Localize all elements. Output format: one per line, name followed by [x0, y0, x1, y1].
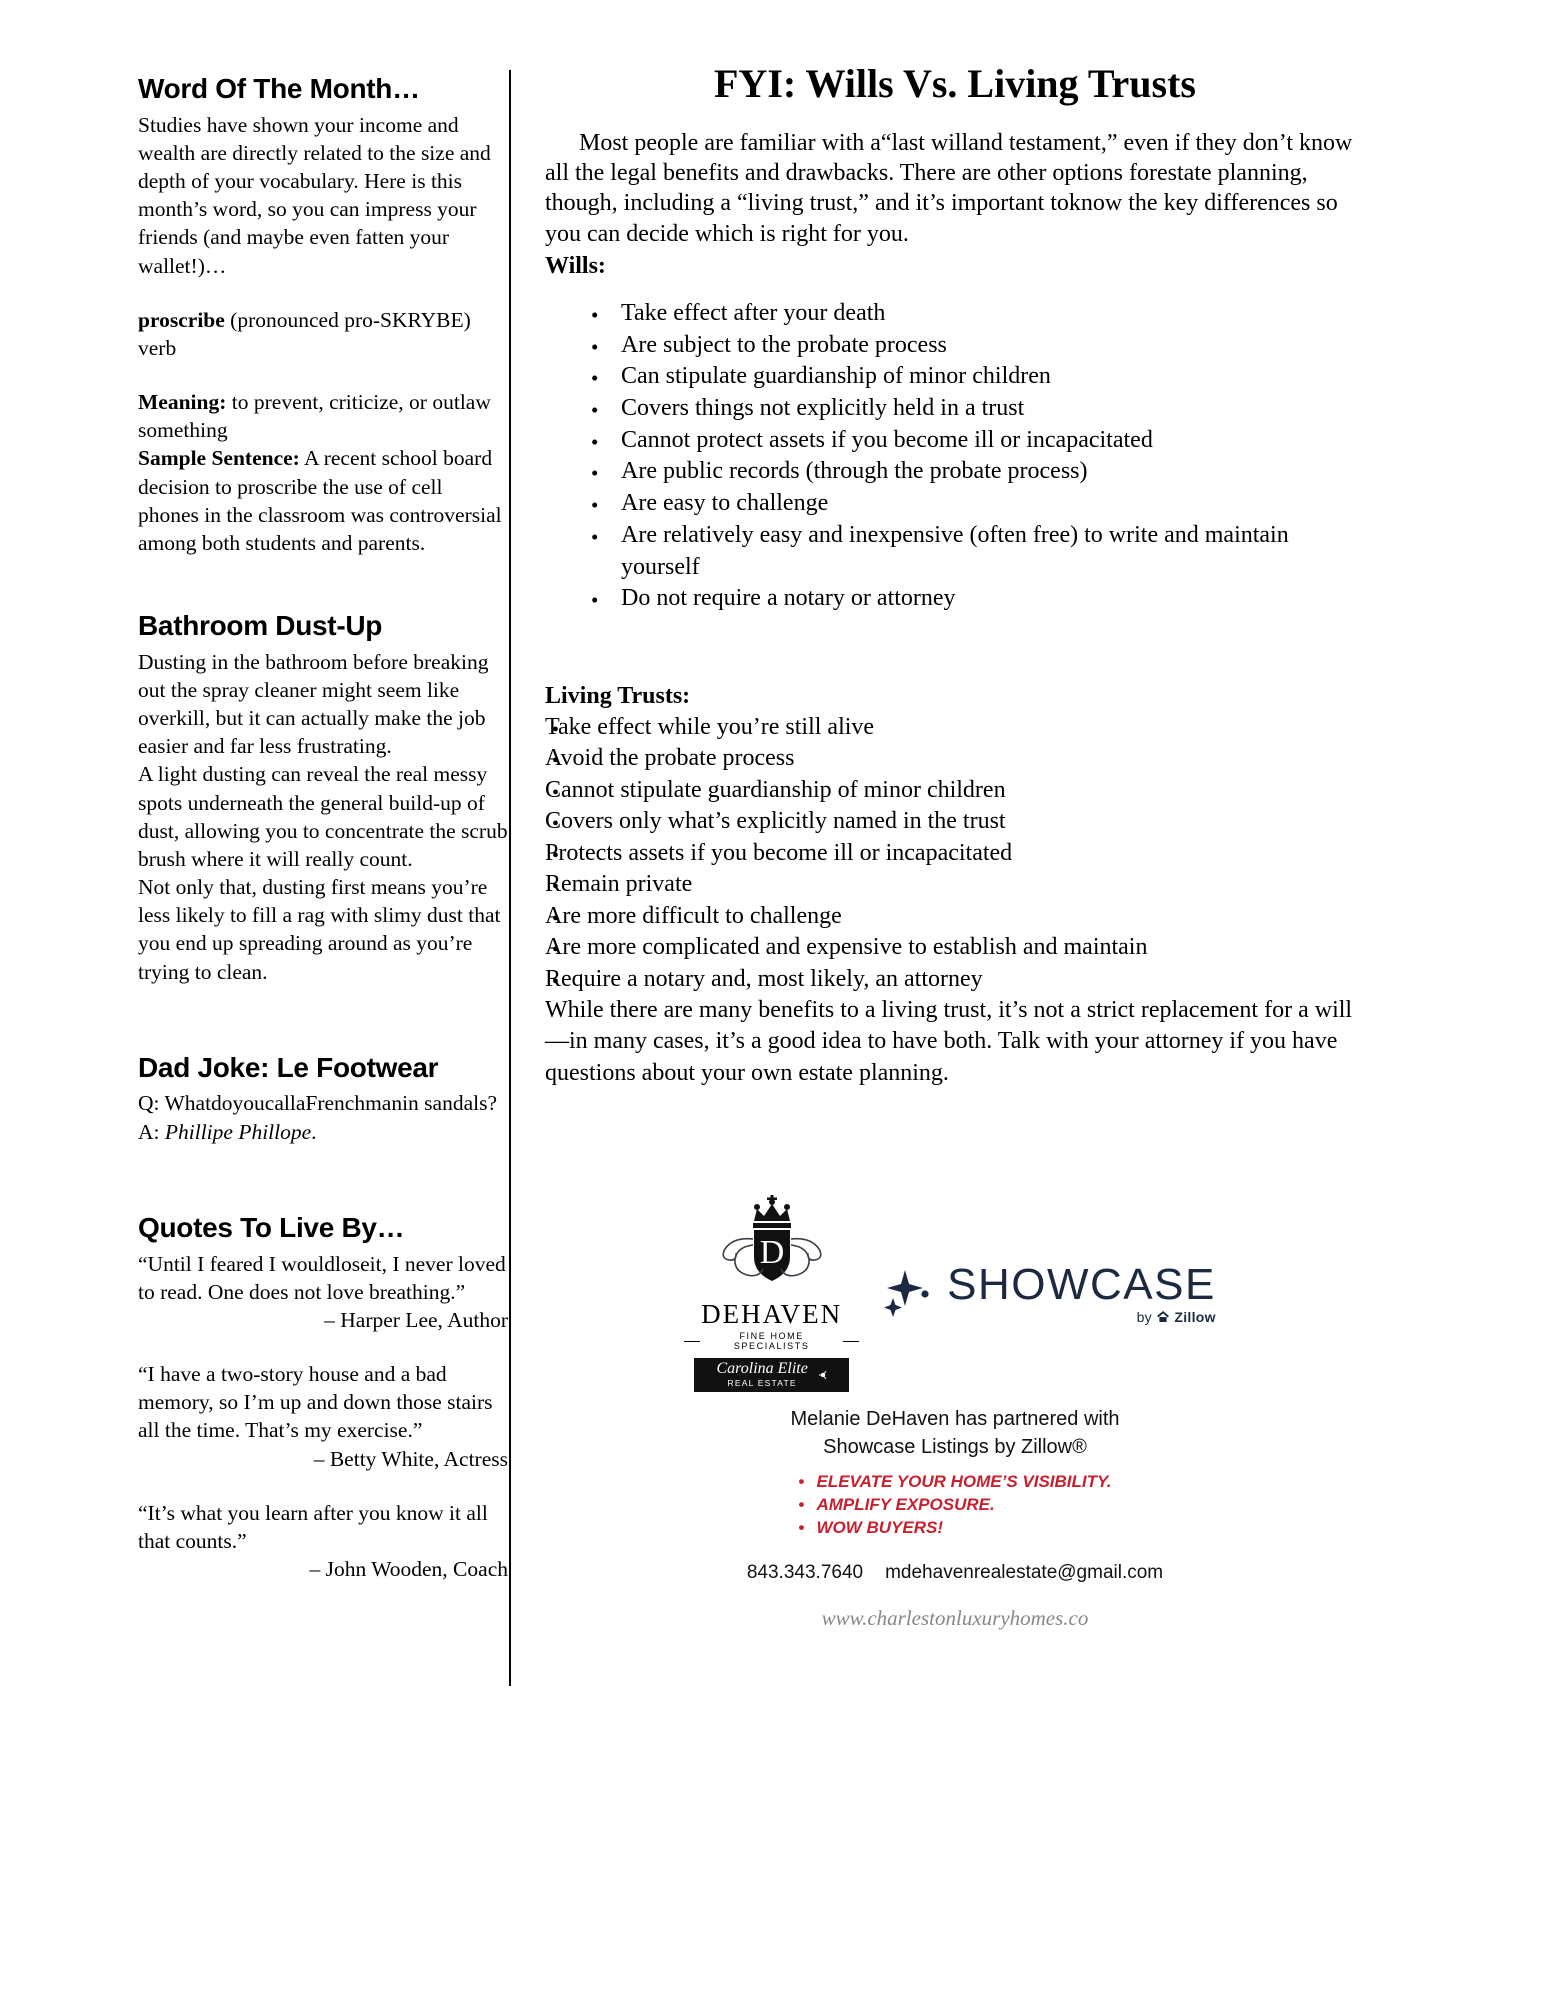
sparkle-icon: [883, 1268, 939, 1320]
partnership-statement: [545, 1406, 1365, 1461]
palmetto-moon-icon: [813, 1368, 827, 1382]
list-item: • Cannot protect assets if you become ill or incapacitated: [545, 425, 1365, 457]
showcase-logo: [883, 1259, 1216, 1325]
quote-attribution: – Harper Lee, Author: [324, 1307, 508, 1332]
carolina-elite-badge: [694, 1358, 849, 1392]
list-item: • Can stipulate guardianship of minor children: [545, 361, 1365, 393]
vocabulary-word: proscribe: [138, 307, 225, 332]
zillow-house-icon: [1156, 1310, 1170, 1323]
column-divider: [509, 70, 511, 1686]
quote-attribution: – Betty White, Actress: [313, 1446, 508, 1471]
dehaven-logo: [694, 1195, 849, 1392]
showcase-by-zillow: [947, 1309, 1216, 1325]
living-trusts-list: [545, 712, 1365, 995]
list-item: • Are more complicated and expensive to establish and maintain: [545, 932, 1365, 963]
section-heading-bathroom-dust-up: Bathroom Dust-Up: [138, 609, 383, 641]
partnership-line-1: Melanie DeHaven has partnered with: [790, 1408, 1120, 1430]
sample-sentence-text: A recent school board decision to proscribe the use of cell phones in the classroom was controversial among both students and parents.: [138, 446, 502, 555]
section-quotes: [138, 1213, 508, 1583]
quote-attribution: – John Wooden, Coach: [309, 1556, 508, 1581]
contact-info: [545, 1562, 1365, 1584]
list-item: • Protects assets if you become ill or incapacitated: [545, 838, 1365, 869]
list-item: • WOW BUYERS!: [798, 1517, 1111, 1540]
sidebar: [138, 74, 508, 1583]
list-item: • Covers things not explicitly held in a trust: [545, 393, 1365, 425]
dad-joke-answer: [138, 1118, 508, 1146]
main-article: [545, 62, 1365, 1089]
quote-text: “It’s what you learn after you know it all that counts.”: [138, 1500, 488, 1553]
section-word-of-the-month: [138, 74, 508, 557]
list-item: • Covers only what’s explicitly named in the trust: [545, 806, 1365, 837]
bathroom-paragraph-3: Not only that, dusting first means you’re less likely to fill a rag with slimy dust that you end up spreading around as you’re trying to clean.: [138, 875, 501, 984]
article-closing-paragraph: While there are many benefits to a living trust, it’s not a strict replacement for a will—in many cases, it’s a good idea to have both. Talk with your attorney if you have questions about your own estate planning.: [545, 996, 1353, 1086]
dehaven-wordmark: DEHAVEN: [701, 1299, 843, 1329]
svg-text:D: D: [759, 1234, 784, 1271]
living-trusts-heading: Living Trusts:: [545, 682, 691, 709]
bathroom-paragraph-2: A light dusting can reveal the real messy spots underneath the general build-up of dust, allowing you to concentrate the scrub brush where it will really count.: [138, 762, 508, 871]
list-item: • AMPLIFY EXPOSURE.: [798, 1494, 1111, 1517]
dehaven-tagline: FINE HOME SPECIALISTS: [694, 1331, 849, 1351]
bathroom-paragraph-1: Dusting in the bathroom before breaking out the spray cleaner might seem like overkill, but it can actually make the job easier and far less frustrating.: [138, 649, 489, 759]
list-item: • Take effect while you’re still alive: [545, 712, 1365, 743]
meaning-text: to prevent, criticize, or outlaw something: [138, 390, 491, 443]
phone-number[interactable]: 843.343.7640: [746, 1562, 864, 1583]
benefits-list: [798, 1471, 1111, 1540]
meaning-label: Meaning:: [138, 390, 227, 415]
list-item: • Are public records (through the probate process): [545, 456, 1365, 488]
list-item: • Avoid the probate process: [545, 743, 1365, 774]
quote-text: “I have a two-story house and a bad memory, so I’m up and down those stairs all the time. That’s my exercise.”: [138, 1362, 493, 1443]
dad-joke-answer-label: A:: [138, 1119, 165, 1144]
list-item: • Cannot stipulate guardianship of minor children: [545, 775, 1365, 806]
vocabulary-sample-sentence: [138, 444, 508, 557]
showcase-wordmark: SHOWCASE: [947, 1259, 1216, 1309]
dad-joke-answer-period: .: [311, 1119, 317, 1144]
wills-heading: Wills:: [545, 252, 606, 279]
article-intro: Most people are familiar with a“last willand testament,” even if they don’t know all the legal benefits and drawbacks. There are other options forestate planning, though, including a “living trust,” and it’s important toknow the key differences so you can decide which is right for you.: [545, 130, 1353, 247]
vocabulary-meaning: [138, 388, 508, 444]
carolina-elite-subtitle: REAL ESTATE: [727, 1378, 797, 1388]
list-item: • ELEVATE YOUR HOME’S VISIBILITY.: [798, 1471, 1111, 1494]
website-url[interactable]: www.charlestonluxuryhomes.co: [821, 1606, 1089, 1630]
list-item: • Require a notary and, most likely, an attorney: [545, 964, 1365, 995]
showcase-by-label: by: [1136, 1308, 1152, 1325]
quote-text: “Until I feared I wouldloseit, I never loved to read. One does not love breathing.”: [138, 1251, 506, 1304]
section-heading-quotes: Quotes To Live By…: [138, 1211, 405, 1243]
sample-sentence-label: Sample Sentence:: [138, 446, 300, 471]
section-heading-word-of-the-month: Word Of The Month…: [138, 73, 420, 104]
logo-row: [545, 1195, 1365, 1392]
list-item: • Are subject to the probate process: [545, 330, 1365, 362]
list-item: • Are easy to challenge: [545, 488, 1365, 520]
email-address[interactable]: mdehavenrealestate@gmail.com: [885, 1562, 1164, 1583]
list-item: • Take effect after your death: [545, 298, 1365, 330]
partnership-line-2: Showcase Listings by Zillow®: [823, 1435, 1087, 1458]
article-title: FYI: Wills Vs. Living Trusts: [714, 61, 1196, 106]
vocabulary-word-entry: [138, 306, 508, 362]
section-dad-joke: [138, 1053, 508, 1146]
vocabulary-pronunciation: (pronounced pro-SKRYBE) verb: [138, 307, 471, 360]
carolina-elite-script: Carolina Elite: [716, 1360, 808, 1377]
list-item: • Are relatively easy and inexpensive (often free) to write and maintain yourself: [545, 520, 1365, 583]
list-item: • Are more difficult to challenge: [545, 901, 1365, 932]
section-bathroom-dust-up: [138, 611, 508, 986]
list-item: • Do not require a notary or attorney: [545, 583, 1365, 615]
footer-branding: [545, 1195, 1365, 1631]
dad-joke-question: Q: WhatdoyoucallaFrenchmanin sandals?: [138, 1091, 498, 1116]
section-heading-dad-joke: Dad Joke: Le Footwear: [138, 1051, 439, 1083]
list-item: • Remain private: [545, 869, 1365, 900]
word-of-the-month-intro: Studies have shown your income and wealth are directly related to the size and depth of your vocabulary. Here is this month’s word, so you can impress your friends (and maybe even fatten your wallet!)…: [138, 112, 491, 278]
dad-joke-punchline: Phillipe Phillope: [164, 1119, 312, 1144]
zillow-wordmark: Zillow: [1174, 1308, 1216, 1325]
crown-crest-icon: [707, 1195, 837, 1303]
wills-list: [545, 298, 1365, 615]
